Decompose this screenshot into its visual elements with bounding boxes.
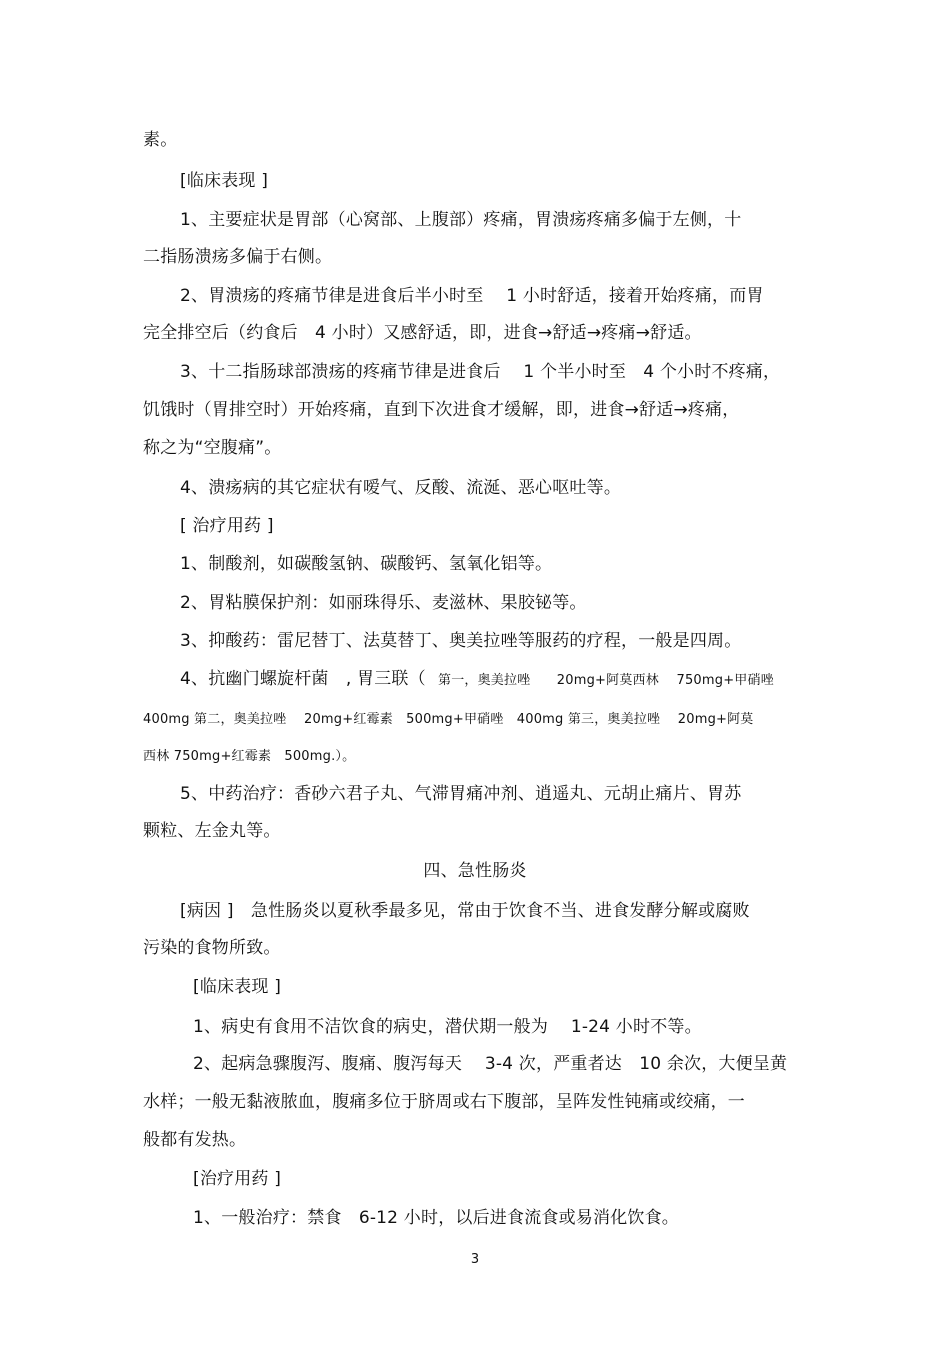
text-line: 1、一般治疗：禁食 6-12 小时，以后进食流食或易消化饮食。	[193, 1208, 680, 1228]
text-line: 饥饿时（胃排空时）开始疼痛，直到下次进食才缓解，即，进食→舒适→疼痛，	[143, 400, 740, 420]
text-line: 1、病史有食用不洁饮食的病史，潜伏期一般为 1-24 小时不等。	[193, 1017, 702, 1037]
text-line: 1、主要症状是胃部（心窝部、上腹部）疼痛，胃溃疡疼痛多偏于左侧，十	[180, 210, 742, 230]
text-line: 400mg 第二，奥美拉唑 20mg+红霉素 500mg+甲硝唑 400mg 第三，奥美拉唑 20mg+阿莫	[143, 712, 754, 727]
text-line: 完全排空后（约食后 4 小时）又感舒适，即，进食→舒适→疼痛→舒适。	[143, 323, 702, 343]
text-line: 2、胃溃疡的疼痛节律是进食后半小时至 1 小时舒适，接着开始疼痛，而胃	[180, 286, 764, 306]
text-line: 素。	[143, 130, 178, 150]
text-line: 西林 750mg+红霉素 500mg.）。	[143, 749, 356, 764]
section-heading: [治疗用药 ]	[193, 1169, 282, 1189]
text-line: 5、中药治疗：香砂六君子丸、气滞胃痛冲剂、逍遥丸、元胡止痛片、胃苏	[180, 784, 742, 804]
text-line: 1、制酸剂，如碳酸氢钠、碳酸钙、氢氧化铝等。	[180, 554, 553, 574]
text-line: [病因 ] 急性肠炎以夏秋季最多见，常由于饮食不当、进食发酵分解或腐败	[180, 901, 750, 921]
text-line: 第一，奥美拉唑 20mg+阿莫西林 750mg+甲硝唑	[438, 673, 774, 688]
chapter-title: 四、急性肠炎	[423, 861, 527, 881]
page-number: 3	[470, 1252, 480, 1267]
text-line: 4、抗幽门螺旋杆菌 , 胃三联（	[180, 669, 426, 689]
text-line: 二指肠溃疡多偏于右侧。	[143, 247, 333, 267]
text-line: 称之为“空腹痛”。	[143, 438, 282, 458]
text-line: 般都有发热。	[143, 1130, 247, 1150]
text-line: 2、起病急骤腹泻、腹痛、腹泻每天 3-4 次，严重者达 10 余次，大便呈黄	[193, 1054, 788, 1074]
text-line: 3、抑酸药：雷尼替丁、法莫替丁、奥美拉唑等服药的疗程，一般是四周。	[180, 631, 742, 651]
section-heading: [ 治疗用药 ]	[180, 516, 274, 536]
text-line: 颗粒、左金丸等。	[143, 821, 281, 841]
section-heading: [临床表现 ]	[193, 977, 282, 997]
text-line: 2、胃粘膜保护剂：如丽珠得乐、麦滋林、果胶铋等。	[180, 593, 587, 613]
text-line: 污染的食物所致。	[143, 938, 281, 958]
text-line: 4、溃疡病的其它症状有嗳气、反酸、流涎、恶心呕吐等。	[180, 478, 622, 498]
text-line: 水样；一般无黏液脓血，腹痛多位于脐周或右下腹部，呈阵发性钝痛或绞痛，一	[143, 1092, 745, 1112]
section-heading: [临床表现 ]	[180, 171, 269, 191]
text-line: 3、十二指肠球部溃疡的疼痛节律是进食后 1 个半小时至 4 个小时不疼痛，	[180, 362, 781, 382]
